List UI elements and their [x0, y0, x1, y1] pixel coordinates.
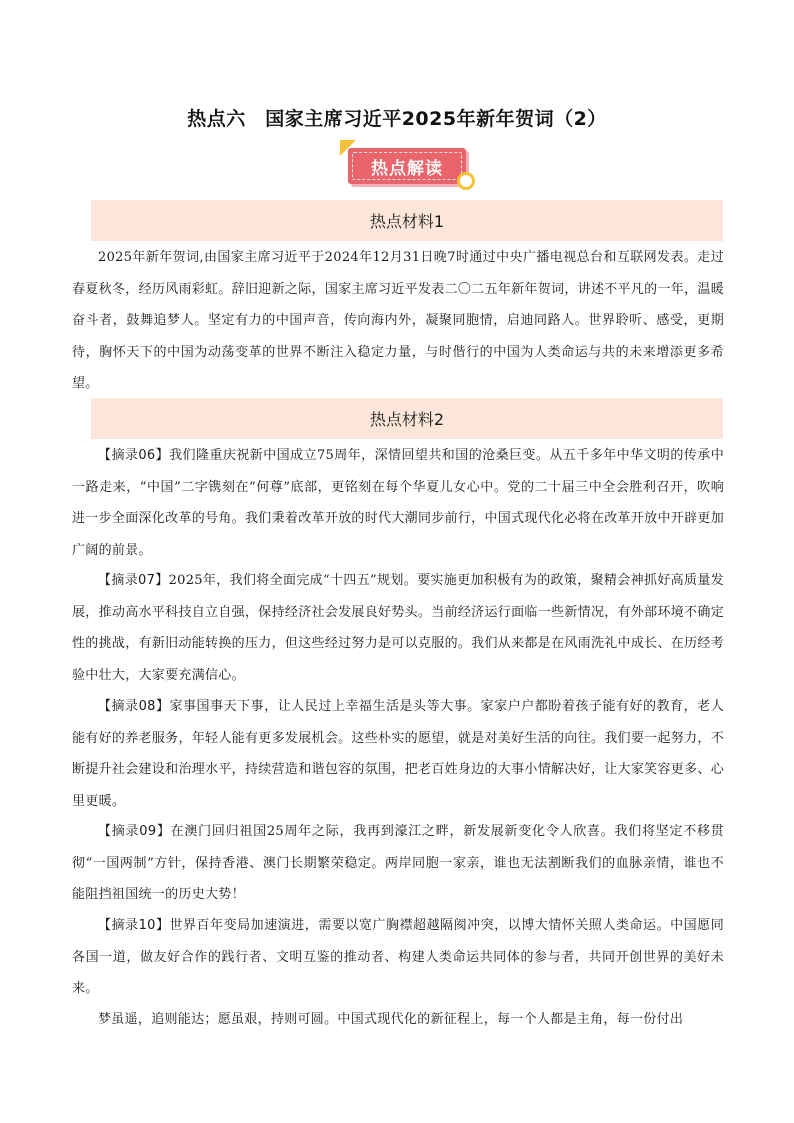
excerpt-paragraph-08: [72, 691, 724, 817]
badge-flag-icon: [340, 140, 356, 156]
badge-box: [348, 148, 466, 184]
excerpt-paragraph-07: [72, 565, 724, 691]
excerpt-tag: 【摘录08】: [98, 699, 170, 714]
excerpt-text: 家事国事天下事，让人民过上幸福生活是头等大事。家家户户都盼着孩子能有好的教育，老人能有好的养老服务，年轻人能有更多发展机会。这些朴实的愿望，就是对美好生活的向往。我们要一起努力，不断提升社会建设和治理水平，持续营造和谐包容的氛围，把老百姓身边的大事小情解决好，让大家笑容更多、心里更暖。: [72, 699, 724, 809]
closing-paragraph: 梦虽遥，追则能达；愿虽艰，持则可圆。中国式现代化的新征程上，每一个人都是主角，每一份付出: [98, 1012, 684, 1027]
excerpt-paragraph-09: [72, 816, 724, 911]
excerpt-text: 世界百年变局加速演进，需要以宽广胸襟超越隔阂冲突，以博大情怀关照人类命运。中国愿同各国一道，做友好合作的践行者、文明互鉴的推动者、构建人类命运共同体的参与者，共同开创世界的美好未来。: [72, 918, 724, 996]
excerpt-text: 我们隆重庆祝新中国成立75周年，深情回望共和国的沧桑巨变。从五千多年中华文明的传承中一路走来，“中国”二字镌刻在“何尊”底部，更铭刻在每个华夏儿女心中。党的二十届三中全会胜利召开，吹响进一步全面深化改革的号角。我们秉着改革开放的时代大潮同步前行，中国式现代化必将在改革开放中开辟更加广阔的前景。: [72, 448, 724, 558]
page-title: 热点六 国家主席习近平2025年新年贺词（2）: [187, 108, 607, 130]
excerpt-tag: 【摘录09】: [98, 824, 171, 839]
excerpt-tag: 【摘录07】: [98, 573, 169, 588]
excerpt-tag: 【摘录06】: [98, 448, 170, 463]
excerpt-paragraph-10: [72, 910, 724, 1005]
excerpt-text: 在澳门回归祖国25周年之际，我再到濠江之畔，新发展新变化令人欣喜。我们将坚定不移贯彻“一国两制”方针，保持香港、澳门长期繁荣稳定。两岸同胞一家亲，谁也无法割断我们的血脉亲情，谁也不能阻挡祖国统一的历史大势！: [72, 824, 724, 902]
hotspot-badge: [340, 140, 475, 190]
excerpt-paragraph-06: [72, 440, 724, 566]
section-heading-material-1: 热点材料1: [91, 200, 723, 241]
material-1-paragraph: 2025年新年贺词,由国家主席习近平于2024年12月31日晚7时通过中央广播电视总台和互联网发表。走过春夏秋冬，经历风雨彩虹。辞旧迎新之际，国家主席习近平发表二〇二五年新年贺词，讲述不平凡的一年，温暖奋斗者，鼓舞追梦人。坚定有力的中国声音，传向海内外，凝聚同胞情，启迪同路人。世界聆听、感受，更期待，胸怀天下的中国为动荡变革的世界不断注入稳定力量，与时偕行的中国为人类命运与共的未来增添更多希望。: [72, 250, 724, 391]
section-heading-material-2: 热点材料2: [91, 398, 723, 439]
badge-label: 热点解读: [352, 152, 462, 180]
badge-ring-icon: [457, 172, 475, 190]
excerpt-text: 2025年，我们将全面完成“十四五”规划。要实施更加积极有为的政策，聚精会神抓好高质量发展，推动高水平科技自立自强，保持经济社会发展良好势头。当前经济运行面临一些新情况，有外部环境不确定性的挑战，有新旧动能转换的压力，但这些经过努力是可以克服的。我们从来都是在风雨洗礼中成长、在历经考验中壮大，大家要充满信心。: [72, 573, 725, 683]
excerpt-tag: 【摘录10】: [98, 918, 170, 933]
